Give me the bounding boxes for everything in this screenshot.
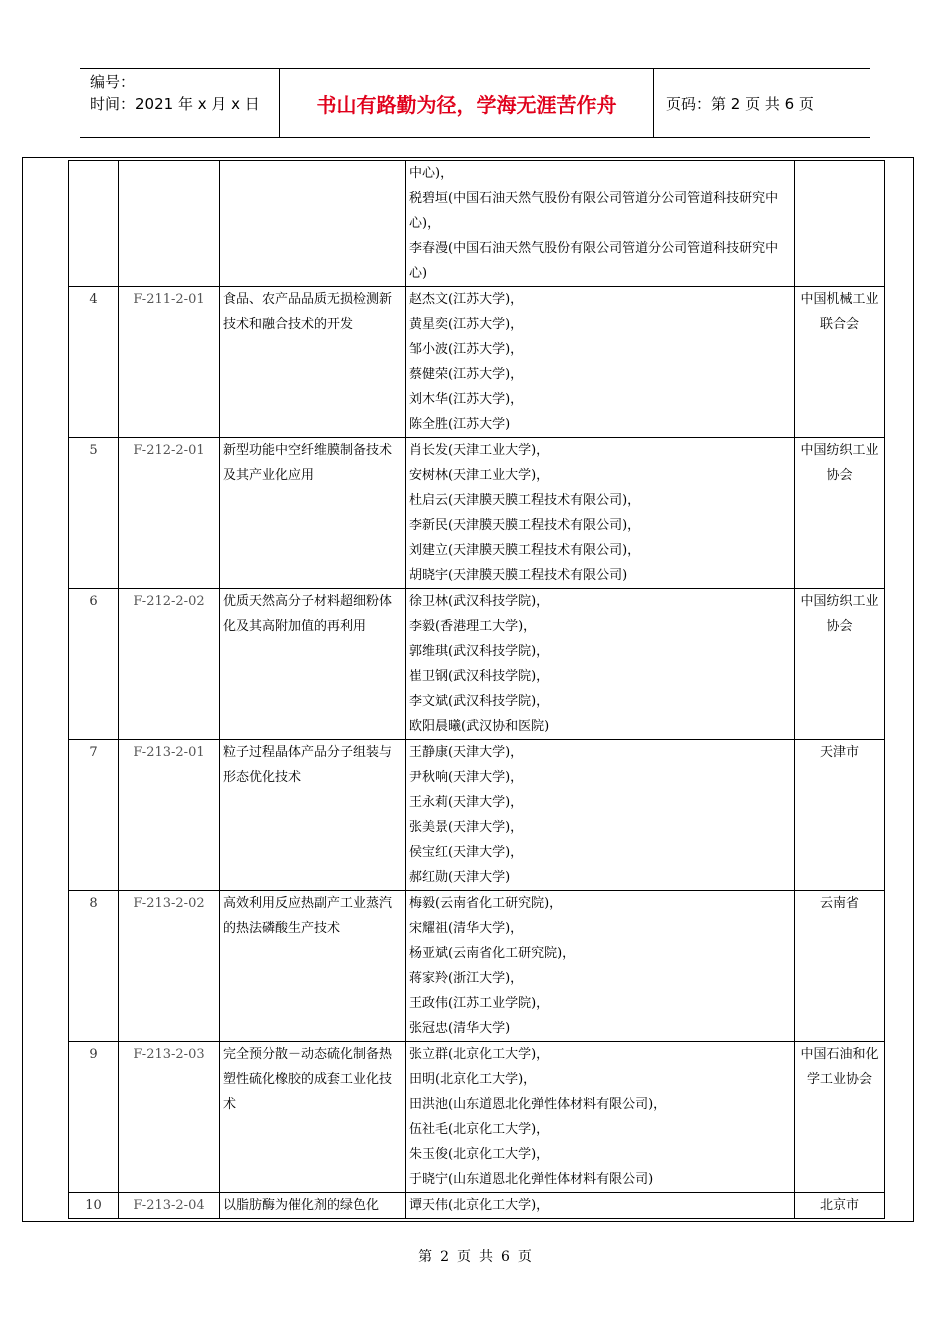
cell-no: 8	[69, 891, 119, 1042]
cell-no: 9	[69, 1042, 119, 1193]
cell-project: 高效利用反应热副产工业蒸汽的热法磷酸生产技术	[220, 891, 406, 1042]
person-entry: 陈全胜(江苏大学)	[409, 417, 511, 432]
cell-project: 优质天然高分子材料超细粉体化及其高附加值的再利用	[220, 589, 406, 740]
document-date: 时间：2021 年 x 月 x 日	[90, 95, 260, 113]
cell-code: F-212-2-02	[119, 589, 220, 740]
cell-org: 中国石油和化学工业协会	[795, 1042, 885, 1193]
footer-text: 页	[457, 1249, 471, 1265]
table-row	[69, 438, 885, 589]
footer-text: 共	[479, 1249, 493, 1265]
page-header	[80, 68, 870, 138]
cell-people	[406, 161, 795, 287]
person-entry: 崔卫钢(武汉科技学院)，	[409, 669, 550, 684]
cell-code: F-213-2-03	[119, 1042, 220, 1193]
cell-org: 北京市	[795, 1193, 885, 1219]
awards-table	[68, 160, 885, 1219]
table-row	[69, 287, 885, 438]
person-entry: 安树林(天津工业大学)，	[409, 468, 550, 483]
footer-text: 页	[517, 1249, 532, 1265]
table-row-continued	[69, 161, 885, 287]
person-entry: 梅毅(云南省化工研究院)，	[409, 896, 563, 911]
cell-project: 完全预分散－动态硫化制备热塑性硫化橡胶的成套工业化技术	[220, 1042, 406, 1193]
cell-people	[406, 589, 795, 740]
person-entry: 张立群(北京化工大学)，	[409, 1047, 550, 1062]
person-entry: 郭维琪(武汉科技学院)，	[409, 644, 550, 659]
person-entry: 赵杰文(江苏大学)，	[409, 292, 524, 307]
person-entry: 郝红勋(天津大学)	[409, 870, 511, 885]
person-entry: 欧阳晨曦(武汉协和医院)	[409, 719, 550, 734]
person-entry: 蒋家羚(浙江大学)，	[409, 971, 524, 986]
table-row	[69, 1193, 885, 1219]
person-entry: 刘木华(江苏大学)，	[409, 392, 524, 407]
person-entry: 谭天伟(北京化工大学)，	[409, 1198, 550, 1213]
table-row	[69, 891, 885, 1042]
person-entry: 田明(北京化工大学)，	[409, 1072, 537, 1087]
person-entry: 王永莉(天津大学)，	[409, 795, 524, 810]
cell-no: 10	[69, 1193, 119, 1219]
cell-no: 7	[69, 740, 119, 891]
person-entry: 尹秋响(天津大学)，	[409, 770, 524, 785]
header-motto: 书山有路勤为径，学海无涯苦作舟	[280, 69, 654, 137]
cell-code: F-213-2-01	[119, 740, 220, 891]
person-entry: 刘建立(天津膜天膜工程技术有限公司)，	[409, 543, 641, 558]
table-row	[69, 589, 885, 740]
person-entry: 李春漫(中国石油天然气股份有限公司管道分公司管道科技研究中心)	[409, 241, 779, 281]
table-row	[69, 1042, 885, 1193]
cell-code: F-213-2-02	[119, 891, 220, 1042]
person-entry: 王政伟(江苏工业学院)，	[409, 996, 550, 1011]
cell-code	[119, 161, 220, 287]
person-entry: 胡晓宇(天津膜天膜工程技术有限公司)	[409, 568, 628, 583]
cell-project: 以脂肪酶为催化剂的绿色化	[220, 1193, 406, 1219]
cell-code: F-212-2-01	[119, 438, 220, 589]
cell-org: 中国纺织工业协会	[795, 589, 885, 740]
person-entry: 侯宝红(天津大学)，	[409, 845, 524, 860]
person-entry: 伍社毛(北京化工大学)，	[409, 1122, 550, 1137]
cell-no: 4	[69, 287, 119, 438]
person-entry: 李文斌(武汉科技学院)，	[409, 694, 550, 709]
table-row	[69, 740, 885, 891]
person-entry: 税碧垣(中国石油天然气股份有限公司管道分公司管道科技研究中心)，	[409, 191, 779, 231]
person-entry: 徐卫林(武汉科技学院)，	[409, 594, 550, 609]
cell-org: 云南省	[795, 891, 885, 1042]
cell-project: 新型功能中空纤维膜制备技术及其产业化应用	[220, 438, 406, 589]
person-entry: 杨亚斌(云南省化工研究院)，	[409, 946, 576, 961]
footer-total-pages: 6	[501, 1249, 510, 1265]
page-footer	[0, 1246, 950, 1266]
cell-people	[406, 438, 795, 589]
person-entry: 李新民(天津膜天膜工程技术有限公司)，	[409, 518, 641, 533]
person-entry: 邹小波(江苏大学)，	[409, 342, 524, 357]
cell-org: 中国纺织工业协会	[795, 438, 885, 589]
person-entry: 张冠忠(清华大学)	[409, 1021, 511, 1036]
person-entry: 于晓宁(山东道恩北化弹性体材料有限公司)	[409, 1172, 654, 1187]
person-entry: 张美景(天津大学)，	[409, 820, 524, 835]
document-number-label: 编号：	[90, 73, 136, 91]
cell-people	[406, 740, 795, 891]
cell-no: 5	[69, 438, 119, 589]
person-entry: 蔡健荣(江苏大学)，	[409, 367, 524, 382]
cell-org: 天津市	[795, 740, 885, 891]
cell-code: F-213-2-04	[119, 1193, 220, 1219]
person-entry: 朱玉俊(北京化工大学)，	[409, 1147, 550, 1162]
person-entry: 肖长发(天津工业大学)，	[409, 443, 550, 458]
footer-page-number: 2	[440, 1249, 449, 1265]
person-entry: 王静康(天津大学)，	[409, 745, 524, 760]
person-entry: 黄星奕(江苏大学)，	[409, 317, 524, 332]
cell-people	[406, 1042, 795, 1193]
person-entry: 杜启云(天津膜天膜工程技术有限公司)，	[409, 493, 641, 508]
cell-org: 中国机械工业联合会	[795, 287, 885, 438]
cell-people	[406, 1193, 795, 1219]
cell-no: 6	[69, 589, 119, 740]
cell-org	[795, 161, 885, 287]
cell-project: 食品、农产品品质无损检测新技术和融合技术的开发	[220, 287, 406, 438]
person-entry: 中心)，	[409, 166, 454, 181]
cell-project: 粒子过程晶体产品分子组装与形态优化技术	[220, 740, 406, 891]
cell-project	[220, 161, 406, 287]
person-entry: 宋耀祖(清华大学)，	[409, 921, 524, 936]
header-meta	[80, 69, 280, 137]
footer-text: 第	[418, 1249, 433, 1265]
cell-code: F-211-2-01	[119, 287, 220, 438]
person-entry: 田洪池(山东道恩北化弹性体材料有限公司)，	[409, 1097, 667, 1112]
header-page-info: 页码：第 2 页 共 6 页	[666, 94, 814, 113]
cell-people	[406, 891, 795, 1042]
cell-people	[406, 287, 795, 438]
person-entry: 李毅(香港理工大学)，	[409, 619, 537, 634]
cell-no	[69, 161, 119, 287]
